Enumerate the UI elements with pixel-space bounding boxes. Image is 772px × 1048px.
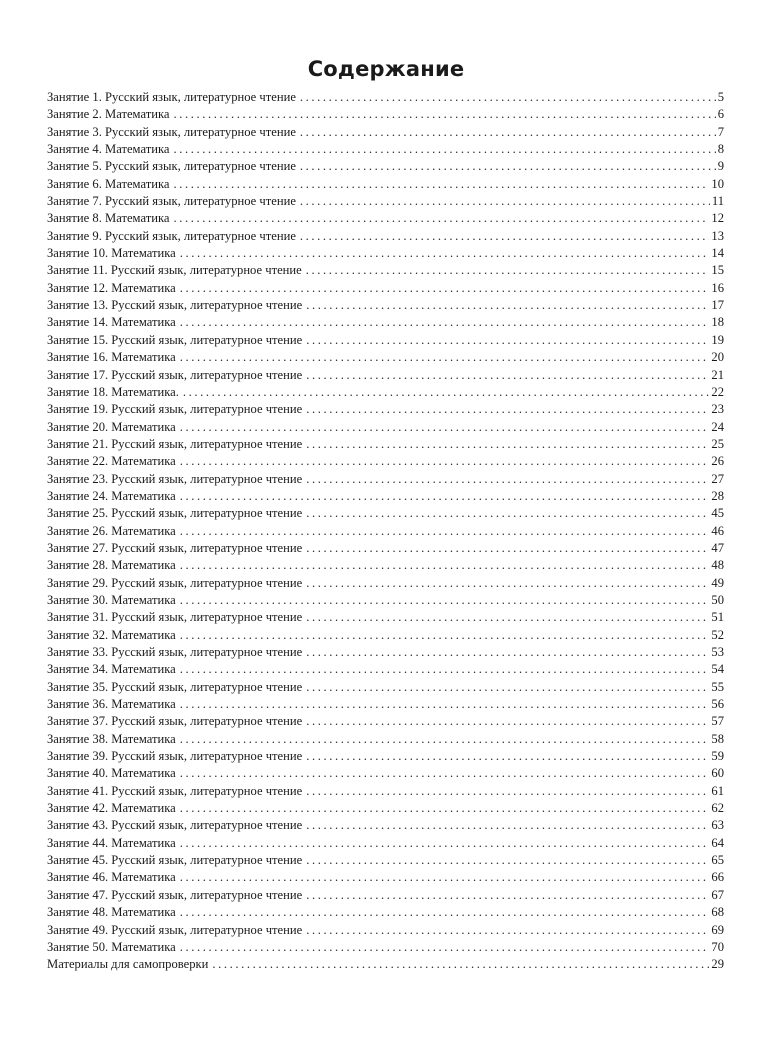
- dot-leader: [180, 800, 710, 817]
- toc-entry-label: Занятие 18. Математика.: [47, 384, 179, 399]
- dot-leader: [173, 210, 709, 227]
- dot-leader: [306, 332, 709, 349]
- toc-entry[interactable]: [47, 939, 724, 956]
- toc-entry-label: Занятие 15. Русский язык, литературное чтение: [47, 332, 303, 347]
- dot-leader: [306, 401, 709, 418]
- toc-entry-label: Занятие 22. Математика: [47, 454, 176, 469]
- dot-leader: [180, 349, 710, 366]
- toc-entry[interactable]: [47, 367, 724, 384]
- toc-entry[interactable]: [47, 765, 724, 782]
- toc-entry[interactable]: [47, 835, 724, 852]
- toc-entry[interactable]: [47, 748, 724, 765]
- dot-leader: [180, 939, 710, 956]
- toc-entry[interactable]: [47, 661, 724, 678]
- toc-entry-page-number: 25: [711, 436, 724, 451]
- toc-entry[interactable]: [47, 245, 724, 262]
- toc-entry-page-number: 9: [717, 159, 724, 174]
- toc-entry-label: Занятие 30. Математика: [47, 592, 176, 607]
- toc-entry[interactable]: [47, 314, 724, 331]
- dot-leader: [180, 592, 710, 609]
- dot-leader: [300, 124, 716, 141]
- toc-entry-label: Занятие 28. Математика: [47, 558, 176, 573]
- toc-entry-page-number: 29: [711, 957, 724, 972]
- dot-leader: [300, 89, 716, 106]
- toc-entry-page-number: 60: [711, 766, 724, 781]
- toc-entry-label: Занятие 27. Русский язык, литературное чтение: [47, 540, 303, 555]
- dot-leader: [306, 922, 709, 939]
- toc-entry[interactable]: [47, 332, 724, 349]
- toc-entry-page-number: 46: [711, 523, 724, 538]
- toc-entry-label: Занятие 19. Русский язык, литературное чтение: [47, 402, 303, 417]
- dot-leader: [183, 384, 709, 401]
- dot-leader: [173, 141, 715, 158]
- toc-entry-label: Занятие 35. Русский язык, литературное чтение: [47, 679, 303, 694]
- toc-entry-label: Занятие 11. Русский язык, литературное чтение: [47, 263, 302, 278]
- toc-entry[interactable]: [47, 141, 724, 158]
- toc-entry-label: Занятие 45. Русский язык, литературное чтение: [47, 853, 303, 868]
- toc-entry-label: Занятие 38. Математика: [47, 731, 176, 746]
- toc-entry-page-number: 7: [717, 124, 724, 139]
- dot-leader: [180, 280, 710, 297]
- toc-entry-label: Занятие 16. Математика: [47, 350, 176, 365]
- toc-entry-page-number: 5: [717, 90, 724, 104]
- toc-entry[interactable]: [47, 904, 724, 921]
- dot-leader: [306, 540, 709, 557]
- toc-entry[interactable]: [47, 349, 724, 366]
- toc-entry-label: Занятие 6. Математика: [47, 176, 170, 191]
- toc-entry-page-number: 27: [711, 471, 724, 486]
- toc-entry-label: Занятие 34. Математика: [47, 662, 176, 677]
- toc-entry-label: Занятие 5. Русский язык, литературное чтение: [47, 159, 296, 174]
- toc-entry-label: Занятие 23. Русский язык, литературное чтение: [47, 471, 303, 486]
- toc-entry-page-number: 69: [711, 922, 724, 937]
- toc-entry-page-number: 57: [711, 714, 724, 729]
- toc-entry-page-number: 64: [711, 835, 724, 850]
- dot-leader: [180, 627, 710, 644]
- toc-entry-page-number: 21: [711, 367, 724, 382]
- toc-entry[interactable]: [47, 627, 724, 644]
- toc-entry-page-number: 65: [711, 853, 724, 868]
- dot-leader: [306, 609, 709, 626]
- dot-leader: [173, 106, 715, 123]
- toc-entry-page-number: 67: [711, 887, 724, 902]
- dot-leader: [306, 852, 709, 869]
- toc-entry-page-number: 6: [717, 107, 724, 122]
- toc-entry-label: Занятие 12. Математика: [47, 280, 176, 295]
- toc-entry-page-number: 62: [711, 801, 724, 816]
- toc-entry[interactable]: [47, 956, 724, 973]
- toc-entry-page-number: 18: [711, 315, 724, 330]
- toc-entry[interactable]: [47, 869, 724, 886]
- toc-entry-label: Занятие 4. Математика: [47, 142, 170, 157]
- toc-entry[interactable]: [47, 89, 724, 106]
- dot-leader: [306, 817, 709, 834]
- toc-entry[interactable]: [47, 644, 724, 661]
- toc-entry[interactable]: [47, 193, 724, 210]
- dot-leader: [180, 314, 710, 331]
- toc-entry-label: Занятие 26. Математика: [47, 523, 176, 538]
- toc-entry-label: Занятие 44. Математика: [47, 835, 176, 850]
- toc-entry[interactable]: [47, 262, 724, 279]
- toc-entry-label: Занятие 17. Русский язык, литературное чтение: [47, 367, 303, 382]
- dot-leader: [180, 523, 710, 540]
- toc-entry-page-number: 52: [711, 627, 724, 642]
- toc-entry-label: Занятие 9. Русский язык, литературное чтение: [47, 228, 296, 243]
- toc-entry[interactable]: [47, 852, 724, 869]
- toc-entry[interactable]: [47, 471, 724, 488]
- toc-entry-page-number: 70: [711, 939, 724, 954]
- toc-entry-label: Занятие 40. Математика: [47, 766, 176, 781]
- dot-leader: [180, 245, 710, 262]
- toc-entry-page-number: 15: [711, 263, 724, 278]
- toc-entry-label: Занятие 49. Русский язык, литературное чтение: [47, 922, 303, 937]
- toc-entry-label: Занятие 47. Русский язык, литературное чтение: [47, 887, 303, 902]
- toc-entry-label: Занятие 25. Русский язык, литературное чтение: [47, 506, 303, 521]
- toc-entry-label: Занятие 2. Математика: [47, 107, 170, 122]
- toc-entry-label: Занятие 36. Математика: [47, 697, 176, 712]
- toc-entry-label: Занятие 21. Русский язык, литературное чтение: [47, 436, 303, 451]
- toc-entry[interactable]: [47, 783, 724, 800]
- dot-leader: [306, 436, 709, 453]
- dot-leader: [173, 176, 709, 193]
- toc-entry-label: Занятие 41. Русский язык, литературное чтение: [47, 783, 303, 798]
- dot-leader: [180, 835, 710, 852]
- dot-leader: [306, 679, 709, 696]
- toc-entry-page-number: 51: [711, 610, 724, 625]
- toc-entry-label: Занятие 1. Русский язык, литературное чтение: [47, 90, 296, 104]
- toc-entry-page-number: 55: [711, 679, 724, 694]
- toc-entry[interactable]: [47, 297, 724, 314]
- dot-leader: [300, 228, 709, 245]
- toc-entry[interactable]: [47, 401, 724, 418]
- dot-leader: [306, 367, 709, 384]
- toc-entry-label: Занятие 32. Математика: [47, 627, 176, 642]
- toc-entry-label: Занятие 46. Математика: [47, 870, 176, 885]
- dot-leader: [180, 557, 710, 574]
- toc-entry[interactable]: [47, 419, 724, 436]
- toc-entry-page-number: 61: [711, 783, 724, 798]
- toc-entry-page-number: 56: [711, 697, 724, 712]
- dot-leader: [306, 713, 709, 730]
- toc-entry[interactable]: [47, 922, 724, 939]
- page-title: Содержание: [307, 57, 465, 81]
- toc-entry-page-number: 66: [711, 870, 724, 885]
- toc-entry-label: Занятие 43. Русский язык, литературное чтение: [47, 818, 303, 833]
- toc-entry-label: Занятие 14. Математика: [47, 315, 176, 330]
- toc-entry-page-number: 45: [711, 506, 724, 521]
- toc-entry-page-number: 63: [711, 818, 724, 833]
- toc-entry-label: Занятие 24. Математика: [47, 488, 176, 503]
- toc-entry-page-number: 24: [711, 419, 724, 434]
- toc-entry-label: Занятие 8. Математика: [47, 211, 170, 226]
- toc-entry-label: Занятие 13. Русский язык, литературное чтение: [47, 298, 303, 313]
- toc-entry-page-number: 48: [711, 558, 724, 573]
- toc-entry-page-number: 10: [711, 176, 724, 191]
- toc-entry-page-number: 16: [711, 280, 724, 295]
- toc-entry[interactable]: [47, 731, 724, 748]
- toc-entry-label: Занятие 31. Русский язык, литературное чтение: [47, 610, 303, 625]
- dot-leader: [306, 262, 710, 279]
- dot-leader: [180, 488, 710, 505]
- dot-leader: [306, 887, 709, 904]
- toc-entry-label: Занятие 7. Русский язык, литературное чтение: [47, 194, 296, 209]
- toc-entry-page-number: 68: [711, 905, 724, 920]
- dot-leader: [180, 419, 710, 436]
- dot-leader: [300, 193, 710, 210]
- toc-entry[interactable]: [47, 592, 724, 609]
- dot-leader: [306, 505, 709, 522]
- dot-leader: [306, 297, 709, 314]
- toc-entry[interactable]: [47, 176, 724, 193]
- toc-entry-label: Занятие 48. Математика: [47, 905, 176, 920]
- toc-entry-page-number: 12: [711, 211, 724, 226]
- toc-entry[interactable]: [47, 800, 724, 817]
- toc-entry[interactable]: [47, 210, 724, 227]
- toc-entry-page-number: 17: [711, 298, 724, 313]
- dot-leader: [180, 904, 710, 921]
- table-of-contents: [47, 89, 724, 974]
- toc-entry-page-number: 53: [711, 645, 724, 659]
- toc-entry-page-number: 47: [711, 540, 724, 555]
- toc-entry[interactable]: [47, 817, 724, 834]
- toc-entry-label: Занятие 10. Математика: [47, 246, 176, 261]
- dot-leader: [306, 748, 709, 765]
- toc-entry[interactable]: [47, 713, 724, 730]
- dot-leader: [180, 869, 710, 886]
- dot-leader: [180, 661, 710, 678]
- toc-entry[interactable]: [47, 575, 724, 592]
- dot-leader: [300, 158, 716, 175]
- toc-entry-page-number: 58: [711, 731, 724, 746]
- toc-entry-page-number: 28: [711, 488, 724, 503]
- toc-entry-page-number: 14: [711, 246, 724, 261]
- dot-leader: [180, 696, 710, 713]
- toc-entry-label: Занятие 50. Математика: [47, 939, 176, 954]
- toc-entry[interactable]: [47, 124, 724, 141]
- dot-leader: [306, 575, 709, 592]
- toc-entry[interactable]: [47, 696, 724, 713]
- toc-entry-label: Занятие 3. Русский язык, литературное чтение: [47, 124, 296, 139]
- dot-leader: [180, 453, 710, 470]
- toc-entry-page-number: 20: [711, 350, 724, 365]
- toc-entry-page-number: 13: [711, 228, 724, 243]
- dot-leader: [306, 471, 709, 488]
- toc-entry[interactable]: [47, 280, 724, 297]
- toc-entry[interactable]: [47, 436, 724, 453]
- toc-entry-page-number: 59: [711, 749, 724, 764]
- dot-leader: [306, 783, 709, 800]
- toc-entry[interactable]: [47, 679, 724, 696]
- toc-entry-label: Занятие 29. Русский язык, литературное чтение: [47, 575, 303, 590]
- toc-entry[interactable]: [47, 488, 724, 505]
- toc-entry-page-number: 26: [711, 454, 724, 469]
- toc-entry[interactable]: [47, 523, 724, 540]
- toc-entry[interactable]: [47, 453, 724, 470]
- toc-entry[interactable]: [47, 557, 724, 574]
- toc-entry[interactable]: [47, 228, 724, 245]
- toc-entry-page-number: 11: [711, 194, 724, 209]
- toc-entry-label: Материалы для самопроверки: [47, 957, 209, 972]
- toc-entry-label: Занятие 37. Русский язык, литературное чтение: [47, 714, 303, 729]
- toc-entry-page-number: 8: [717, 142, 724, 157]
- toc-entry[interactable]: [47, 609, 724, 626]
- toc-entry-page-number: 19: [711, 332, 724, 347]
- toc-entry-label: Занятие 39. Русский язык, литературное чтение: [47, 749, 303, 764]
- toc-entry-page-number: 22: [711, 384, 724, 399]
- toc-entry[interactable]: [47, 887, 724, 904]
- toc-entry-page-number: 50: [711, 592, 724, 607]
- toc-entry[interactable]: [47, 158, 724, 175]
- toc-entry-label: Занятие 20. Математика: [47, 419, 176, 434]
- toc-entry[interactable]: [47, 106, 724, 123]
- toc-entry-page-number: 23: [711, 402, 724, 417]
- toc-entry-page-number: 49: [711, 575, 724, 590]
- toc-entry-page-number: 54: [711, 662, 724, 677]
- dot-leader: [180, 765, 710, 782]
- dot-leader: [212, 956, 709, 973]
- toc-entry-label: Занятие 33. Русский язык, литературное чтение: [47, 645, 303, 659]
- toc-entry[interactable]: [47, 540, 724, 557]
- dot-leader: [180, 731, 710, 748]
- toc-entry-label: Занятие 42. Математика: [47, 801, 176, 816]
- toc-entry[interactable]: [47, 505, 724, 522]
- toc-entry[interactable]: [47, 384, 724, 401]
- dot-leader: [306, 644, 709, 661]
